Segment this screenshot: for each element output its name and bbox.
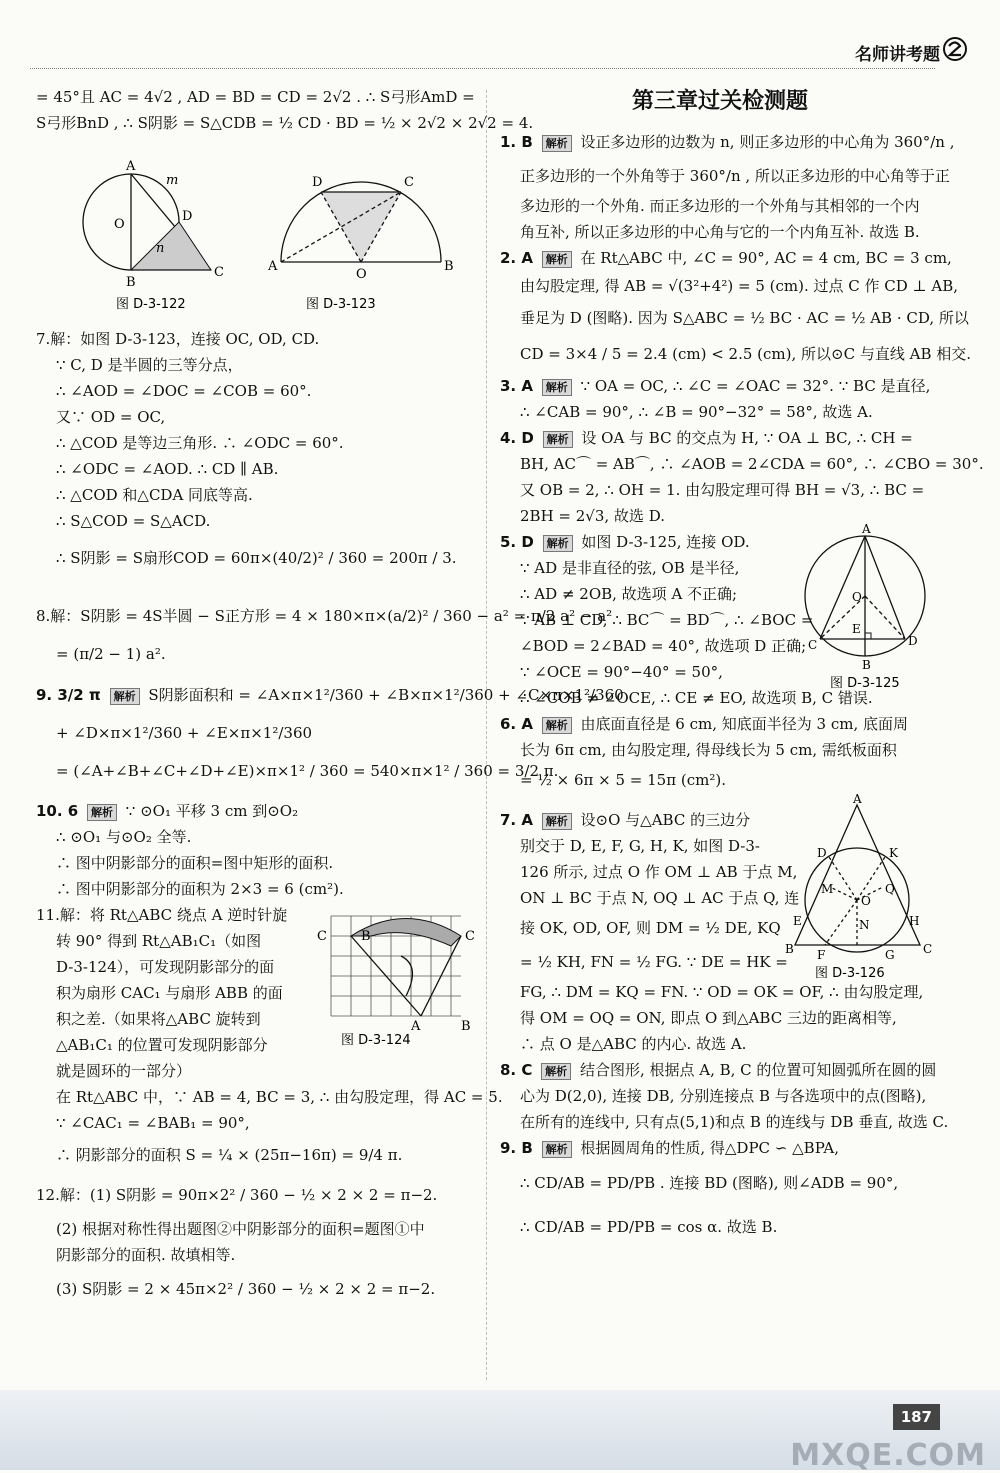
q3-line — [500, 373, 940, 399]
q9r-line — [500, 1135, 940, 1161]
caption-fig-122: 图 D-3-122 — [116, 297, 186, 312]
q10-line: ∴ 图中阴影部分的面积为 2×3 = 6 (cm²). — [56, 880, 344, 898]
q5-block — [500, 522, 940, 711]
q11-line: ∵ ∠CAC₁ = ∠BAB₁ = 90°, — [56, 1114, 250, 1132]
q4-line: 2BH = 2√3, 故选 D. — [520, 507, 665, 525]
q11-line: 11.解：将 Rt△ABC 绕点 A 逆时针旋 — [36, 906, 288, 924]
q7r-line: 接 OK, OD, OF, 则 DM = ½ DE, KQ — [520, 919, 781, 937]
q9-line — [36, 676, 624, 714]
figure-d-3-122 — [76, 142, 236, 312]
svg-text:D: D — [312, 175, 323, 190]
q11-line: 积为扇形 CAC₁ 与扇形 ABB 的面 — [56, 984, 283, 1002]
q5-line: ∴ ∠COB ≠ ∠OCE, ∴ CE ≠ EO, 故选项 B, C 错误. — [520, 689, 873, 707]
figure-d-3-126 — [785, 792, 935, 985]
svg-text:B: B — [862, 658, 871, 672]
svg-text:B: B — [126, 275, 136, 290]
analysis-tag: 解析 — [542, 379, 572, 396]
q12-line: 阴影部分的面积. 故填相等. — [56, 1246, 236, 1264]
analysis-tag: 解析 — [542, 1141, 572, 1158]
q7r-line: 126 所示, 过点 O 作 OM ⊥ AB 于点 M, — [520, 863, 798, 881]
q1-line — [500, 125, 955, 159]
svg-text:D: D — [817, 846, 827, 860]
q9-answer: 9. 3/2 π — [36, 686, 101, 704]
q4-line: BH, AC⌒ = AB⌒, ∴ ∠AOB = 2∠CDA = 60°, ∴ ∠CBO = 30°. — [520, 455, 984, 473]
svg-text:A: A — [126, 159, 136, 174]
q10-line — [36, 798, 476, 824]
svg-text:N: N — [859, 918, 870, 932]
q11-block — [36, 902, 503, 1174]
svg-text:C: C — [808, 638, 818, 652]
caption-fig-126: 图 D-3-126 — [815, 966, 885, 981]
q10-text: ∵ ⊙O₁ 平移 3 cm 到⊙O₂ — [125, 802, 299, 820]
q8-line: 在所有的连线中, 只有点(5,1)和点 B 的连线与 DB 垂直, 故选 C. — [520, 1113, 949, 1131]
q9r-text: 根据圆周角的性质, 得△DPC ∽ △BPA, — [580, 1139, 840, 1157]
q7r-line: ∴ 点 O 是△ABC 的内心. 故选 A. — [520, 1035, 747, 1053]
q1-line: 角互补, 所以正多边形的中心角与它的一个内角互补. 故选 B. — [520, 223, 920, 241]
q11-line: D-3-124），可发现阴影部分的面 — [56, 958, 275, 976]
svg-text:F: F — [817, 948, 826, 962]
header-rule — [30, 68, 935, 69]
q8-line: 8.解：S阴影 = 4S半圆 − S正方形 = 4 × 180×π×(a/2)² / 360 − a² = π/2 a² − a² — [36, 607, 613, 625]
q11-line: 积之差.（如果将△ABC 旋转到 — [56, 1010, 261, 1028]
caption-fig-123: 图 D-3-123 — [306, 297, 376, 312]
q5-line: ∵ AB ⊥ CD, ∴ BC⌒ = BD⌒, ∴ ∠BOC = — [520, 611, 814, 629]
svg-text:E: E — [793, 914, 802, 928]
q4-text: 设 OA 与 BC 的交点为 H, ∵ OA ⊥ BC, ∴ CH = — [581, 429, 913, 447]
analysis-tag: 解析 — [543, 535, 573, 552]
svg-text:Q: Q — [885, 882, 895, 896]
q3-answer: 3. A — [500, 377, 533, 395]
q12-line: (3) S阴影 = 2 × 45π×2² / 360 − ½ × 2 × 2 = π−2. — [56, 1280, 436, 1298]
q5-line: ∵ AD 是非直径的弦, OB 是半径, — [520, 559, 740, 577]
svg-text:m: m — [166, 173, 179, 188]
q2-answer: 2. A — [500, 249, 533, 267]
q2-line — [500, 245, 952, 271]
q6-text: 由底面直径是 6 cm, 知底面半径为 3 cm, 底面周 — [580, 715, 909, 733]
caption-fig-124: 图 D-3-124 — [341, 1033, 411, 1048]
q10-line: ∴ ⊙O₁ 与⊙O₂ 全等. — [56, 828, 192, 846]
q11-line: 就是圆环的一部分） — [56, 1062, 192, 1080]
text-line: = 45°且 AC = 4√2 , AD = BD = CD = 2√2 . ∴ S弓形AmD = — [36, 88, 475, 106]
figure-d-3-125 — [800, 521, 940, 696]
analysis-tag: 解析 — [87, 804, 117, 821]
q9r-answer: 9. B — [500, 1139, 533, 1157]
svg-text:B: B — [361, 929, 371, 944]
q9r-line: ∴ CD/AB = PD/PB . 连接 BD (图略), 则∠ADB = 90°, — [520, 1174, 899, 1192]
q7-line: ∴ ∠AOD = ∠DOC = ∠COB = 60°. — [56, 382, 312, 400]
analysis-tag: 解析 — [110, 688, 140, 705]
q7r-line: ON ⊥ BC 于点 N, OQ ⊥ AC 于点 Q, 连 — [520, 889, 800, 907]
q5-answer: 5. D — [500, 533, 534, 551]
analysis-tag: 解析 — [542, 717, 572, 734]
q1-line: 多边形的一个外角. 而正多边形的一个外角与其相邻的一个内 — [520, 197, 920, 215]
q8-line — [500, 1057, 940, 1083]
q12-line: 12.解：(1) S阴影 = 90π×2² / 360 − ½ × 2 × 2 = π−2. — [36, 1186, 438, 1204]
q7-line: ∴ △COD 是等边三角形. ∴ ∠ODC = 60°. — [56, 434, 344, 452]
q7-line: ∴ S△COD = S△ACD. — [56, 512, 211, 530]
q7-line: 7.解：如图 D-3-123，连接 OC, OD, CD. — [36, 330, 320, 348]
brand-title: 名师讲考题 — [855, 45, 940, 65]
section-title: 第三章过关检测题 — [631, 89, 808, 114]
q7-line: ∴ ∠ODC = ∠AOD. ∴ CD ∥ AB. — [56, 460, 279, 478]
svg-text:n: n — [156, 241, 165, 256]
q7-answer: 7. A — [500, 811, 533, 829]
svg-text:A: A — [862, 522, 871, 536]
q6-line: = ½ × 6π × 5 = 15π (cm²). — [520, 771, 726, 789]
page-number: 187 — [893, 1404, 940, 1430]
svg-text:B: B — [444, 259, 454, 274]
q4-answer: 4. D — [500, 429, 534, 447]
watermark: MXQE.COM — [790, 1438, 986, 1473]
q8-line: 心为 D(2,0), 连接 DB, 分别连接点 B 与各选项中的点(图略), — [520, 1087, 927, 1105]
q7-line: ∴ S阴影 = S扇形COD = 60π×(40/2)² / 360 = 200π / 3. — [56, 549, 457, 567]
svg-text:D: D — [908, 634, 918, 648]
q6-line — [500, 711, 940, 737]
q7-line: ∴ △COD 和△CDA 同底等高. — [56, 486, 253, 504]
svg-text:D: D — [182, 209, 193, 224]
q3-text: ∵ OA = OC, ∴ ∠C = ∠OAC = 32°. ∵ BC 是直径, — [580, 377, 931, 395]
svg-text:M: M — [821, 882, 834, 896]
svg-text:K: K — [889, 846, 898, 860]
q2-line: 垂足为 D (图略). 因为 S△ABC = ½ BC · AC = ½ AB · CD, 所以 — [520, 309, 969, 327]
svg-text:O: O — [861, 894, 871, 908]
q6-answer: 6. A — [500, 715, 533, 733]
q9-line: + ∠D×π×1²/360 + ∠E×π×1²/360 — [56, 724, 313, 742]
q5-line: ∵ ∠OCE = 90°−40° = 50°, — [520, 663, 723, 681]
q11-line: ∴ 阴影部分的面积 S = ¼ × (25π−16π) = 9/4 π. — [56, 1146, 403, 1164]
svg-text:H: H — [909, 914, 920, 928]
q11-line: 转 90° 得到 Rt△AB₁C₁（如图 — [56, 932, 262, 950]
figure-d-3-124 — [311, 906, 475, 1048]
column-divider — [486, 90, 487, 1380]
q4-line — [500, 425, 940, 451]
q2-line: 由勾股定理, 得 AB = √(3²+4²) = 5 (cm). 过点 C 作 CD ⊥ AB, — [520, 277, 959, 295]
q11-line: 在 Rt△ABC 中，∵ AB = 4, BC = 3, ∴ 由勾股定理，得 AC = 5. — [56, 1088, 503, 1106]
q7-block — [500, 792, 940, 1057]
q3-line: ∴ ∠CAB = 90°, ∴ ∠B = 90°−32° = 58°, 故选 A. — [520, 403, 873, 421]
q8-line: = (π/2 − 1) a². — [56, 645, 166, 663]
svg-text:C: C — [214, 265, 224, 280]
svg-text:C: C — [317, 929, 327, 944]
q1-line: 正多边形的一个外角等于 360°/n , 所以正多边形的中心角等于正 — [520, 167, 950, 185]
q12-line: (2) 根据对称性得出题图②中阴影部分的面积=题图①中 — [56, 1220, 425, 1238]
svg-text:B: B — [461, 1019, 471, 1034]
q7r-line: 别交于 D, E, F, G, H, K, 如图 D-3- — [520, 837, 760, 855]
q7r-line: FG, ∴ DM = KQ = FN. ∵ OD = OK = OF, ∴ 由勾股定理, — [520, 983, 924, 1001]
q7-line: 又∵ OD = OC, — [56, 408, 166, 426]
svg-text:G: G — [885, 948, 895, 962]
q9-line: = (∠A+∠B+∠C+∠D+∠E)×π×1² / 360 = 540×π×1² / 360 = 3/2 π. — [56, 762, 559, 780]
figure-row — [36, 136, 476, 326]
analysis-tag: 解析 — [541, 1063, 571, 1080]
q4-line: 又 OB = 2, ∴ OH = 1. 由勾股定理可得 BH = √3, ∴ BC = — [520, 481, 925, 499]
q1-text: 设正多边形的边数为 n, 则正多边形的中心角为 360°/n , — [580, 133, 955, 151]
svg-text:A: A — [853, 792, 862, 806]
q9-formula: S阴影面积和 = ∠A×π×1²/360 + ∠B×π×1²/360 + ∠C×π×1²/360 — [148, 686, 624, 704]
svg-text:B: B — [785, 942, 794, 956]
svg-text:C: C — [465, 929, 475, 944]
text-line: S弓形BnD , ∴ S阴影 = S△CDB = ½ CD · BD = ½ × 2√2 × 2√2 = 4. — [36, 114, 534, 132]
q6-line: 长为 6π cm, 由勾股定理, 得母线长为 5 cm, 需纸板面积 — [520, 741, 897, 759]
analysis-tag: 解析 — [542, 135, 572, 152]
caption-fig-125: 图 D-3-125 — [830, 676, 900, 691]
q8-answer: 8. C — [500, 1061, 533, 1079]
svg-text:O: O — [852, 590, 862, 604]
svg-text:E: E — [852, 622, 861, 636]
q7r-line: 得 OM = OQ = ON, 即点 O 到△ABC 三边的距离相等, — [520, 1009, 897, 1027]
q8-text: 结合图形, 根据点 A, B, C 的位置可知圆弧所在圆的圆 — [579, 1061, 937, 1079]
svg-text:C: C — [404, 175, 414, 190]
right-column — [500, 84, 984, 1249]
q9r-line: ∴ CD/AB = PD/PB = cos α. 故选 B. — [520, 1218, 778, 1236]
q10-answer: 10. 6 — [36, 802, 79, 820]
svg-text:O: O — [356, 267, 367, 282]
q7r-line: = ½ KH, FN = ½ FG. ∵ DE = HK = — [520, 953, 788, 971]
q7-line: ∵ C, D 是半圆的三等分点， — [56, 356, 243, 374]
svg-text:C: C — [923, 942, 933, 956]
brand-logo-icon — [942, 36, 968, 62]
q1-answer: 1. B — [500, 133, 533, 151]
svg-text:A: A — [411, 1019, 421, 1034]
q5-line: ∴ AD ≠ 2OB, 故选项 A 不正确; — [520, 585, 738, 603]
q2-line: CD = 3×4 / 5 = 2.4 (cm) < 2.5 (cm), 所以⊙C 与直线 AB 相交. — [520, 345, 972, 363]
q7-text: 设⊙O 与△ABC 的三边分 — [580, 811, 751, 829]
svg-text:O: O — [114, 217, 125, 232]
figure-d-3-123 — [266, 142, 456, 312]
analysis-tag: 解析 — [543, 431, 573, 448]
q5-text: 如图 D-3-125, 连接 OD. — [581, 533, 750, 551]
q5-line: ∠BOD = 2∠BAD = 40°, 故选项 D 正确; — [520, 637, 807, 655]
q10-line: ∴ 图中阴影部分的面积=图中矩形的面积. — [56, 854, 334, 872]
analysis-tag: 解析 — [542, 251, 572, 268]
q11-line: △AB₁C₁ 的位置可发现阴影部分 — [56, 1036, 268, 1054]
analysis-tag: 解析 — [542, 813, 572, 830]
svg-text:A: A — [268, 259, 278, 274]
q2-text: 在 Rt△ABC 中, ∠C = 90°, AC = 4 cm, BC = 3 cm, — [580, 249, 952, 267]
